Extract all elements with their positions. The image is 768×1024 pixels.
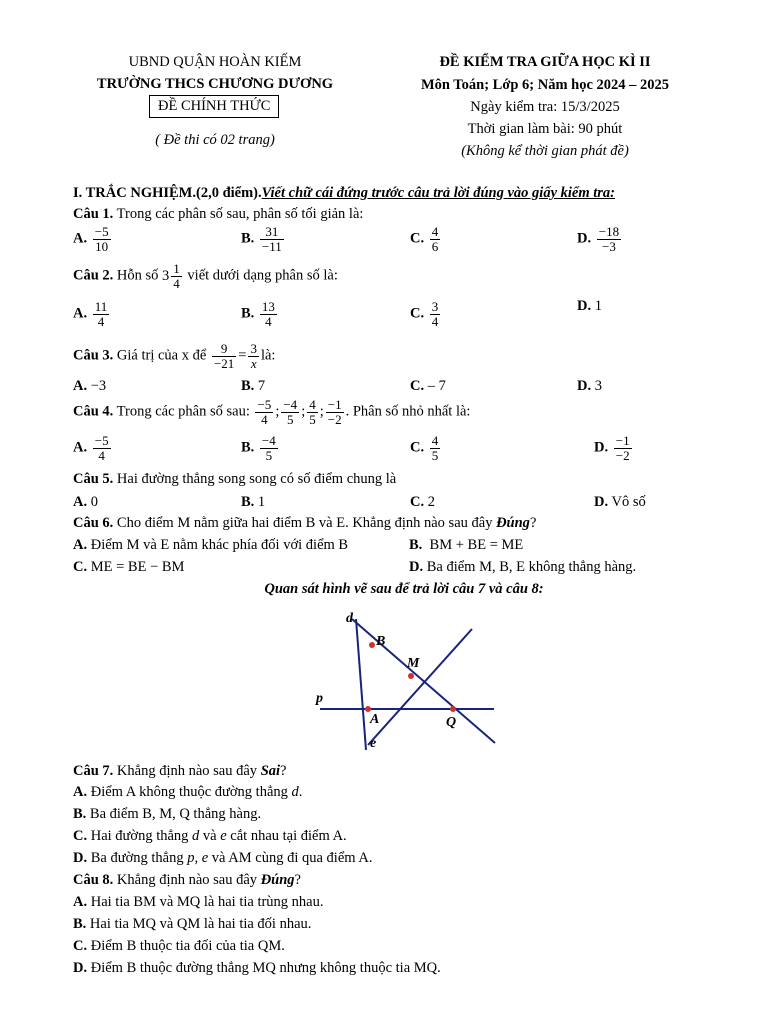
label-b: B (376, 634, 386, 649)
school-name: TRƯỜNG THCS CHƯƠNG DƯƠNG (96, 76, 334, 92)
q4-option-b: B. $\frac{-4}{5}$ (241, 433, 276, 463)
q1-option-a: A. $\frac{-5}{10}$ (73, 224, 109, 254)
exam-note: (Không kể thời gian phát đề) (461, 143, 629, 159)
q2-option-d: D. 1 (577, 298, 602, 314)
q4-option-d: D. $\frac{-1}{-2}$ (594, 433, 630, 463)
label-q: Q (446, 715, 457, 730)
question-2: Câu 2. Hỗn số 3 $\frac{1}{4}$ viết dưới dạng phân số là: (73, 261, 338, 291)
exam-date: Ngày kiểm tra: 15/3/2025 (470, 99, 620, 115)
q5-option-d: D. Vô số (594, 494, 646, 510)
point-m (408, 673, 414, 679)
q6-option-d: D. Ba điểm M, B, E không thẳng hàng. (409, 559, 637, 575)
q7-option-d: D. Ba đường thẳng p, e và AM cùng đi qua điểm A. (73, 850, 373, 866)
q8-option-d: D. Điểm B thuộc đường thẳng MQ nhưng không thuộc tia MQ. (73, 960, 441, 976)
question-7: Câu 7. Khẳng định nào sau đây Sai? (73, 763, 287, 779)
figure-caption: Quan sát hình vẽ sau để trả lời câu 7 và câu 8: (264, 581, 544, 597)
school-district: UBND QUẬN HOÀN KIẾM (128, 54, 302, 70)
section-heading (73, 185, 615, 202)
pages-note: ( Đề thi có 02 trang) (155, 132, 275, 148)
q2-option-c: C. $\frac{3}{4}$ (410, 299, 439, 329)
q3-option-a: A. −3 (73, 378, 107, 394)
q4-option-c: C. $\frac{4}{5}$ (410, 433, 439, 463)
question-1: Câu 1. Trong các phân số sau, phân số tối giản là: (73, 206, 364, 222)
exam-subject: Môn Toán; Lớp 6; Năm học 2024 – 2025 (420, 77, 670, 93)
q1-option-c: C. $\frac{4}{6}$ (410, 224, 439, 254)
q8-option-a: A. Hai tia BM và MQ là hai tia trùng nhau. (73, 894, 324, 910)
q3-option-d: D. 3 (577, 378, 602, 394)
exam-duration: Thời gian làm bài: 90 phút (467, 121, 623, 137)
label-a: A (370, 712, 380, 727)
official-exam-badge: ĐỀ CHÍNH THỨC (149, 95, 279, 118)
q3-option-c: C. – 7 (410, 378, 446, 394)
question-4: Câu 4. Trong các phân số sau: $\frac{-5}{4}$ ; $\frac{-4}{5}$ ; $\frac{4}{5}$ ; $\frac{-1}{-2}$ . Phân số nhỏ nhất là: (73, 397, 471, 427)
point-b (369, 642, 375, 648)
exam-title: ĐỀ KIỂM TRA GIỮA HỌC KÌ II (439, 54, 651, 70)
q7-option-c: C. Hai đường thẳng d và e cắt nhau tại điểm A. (73, 828, 347, 844)
q1-option-b: B. $\frac{31}{-11}$ (241, 224, 282, 254)
q8-option-b: B. Hai tia MQ và QM là hai tia đối nhau. (73, 916, 312, 932)
q5-option-b: B. 1 (241, 494, 266, 510)
label-p: p (316, 691, 323, 706)
section-title: I. TRẮC NGHIỆM.(2,0 điểm). (73, 185, 262, 201)
question-5: Câu 5. Hai đường thẳng song song có số điểm chung là (73, 471, 397, 487)
line-d (356, 619, 366, 750)
q4-option-a: A. $\frac{-5}{4}$ (73, 433, 109, 463)
q6-option-a: A. Điểm M và E nằm khác phía đối với điểm B (73, 537, 349, 553)
point-q (450, 706, 456, 712)
q8-option-c: C. Điểm B thuộc tia đối của tia QM. (73, 938, 285, 954)
label-m: M (407, 656, 420, 671)
label-e: e (370, 736, 377, 751)
label-d: d (346, 611, 353, 626)
q1-option-d: D. $\frac{-18}{-3}$ (577, 224, 620, 254)
question-3: Câu 3. Giá trị của x để $\frac{9}{-21}$ = $\frac{3}{x}$ là: (73, 341, 276, 371)
q6-option-b: B. BM + BE = ME (409, 537, 524, 553)
question-8: Câu 8. Khẳng định nào sau đây Đúng? (73, 872, 301, 888)
question-6: Câu 6. Cho điểm M nằm giữa hai điểm B và E. Khẳng định nào sau đây Đúng? (73, 515, 537, 531)
q5-option-c: C. 2 (410, 494, 435, 510)
q7-option-a: A. Điểm A không thuộc đường thẳng d. (73, 784, 303, 800)
section-instruction: Viết chữ cái đứng trước câu trả lời đúng vào giấy kiểm tra: (261, 185, 616, 201)
q2-option-b: B. $\frac{13}{4}$ (241, 299, 275, 329)
q7-option-b: B. Ba điểm B, M, Q thẳng hàng. (73, 806, 262, 822)
q3-option-b: B. 7 (241, 378, 266, 394)
geometry-figure (300, 605, 510, 755)
q2-option-a: A. $\frac{11}{4}$ (73, 299, 108, 329)
q5-option-a: A. 0 (73, 494, 98, 510)
q6-option-c: C. ME = BE − BM (73, 559, 185, 575)
